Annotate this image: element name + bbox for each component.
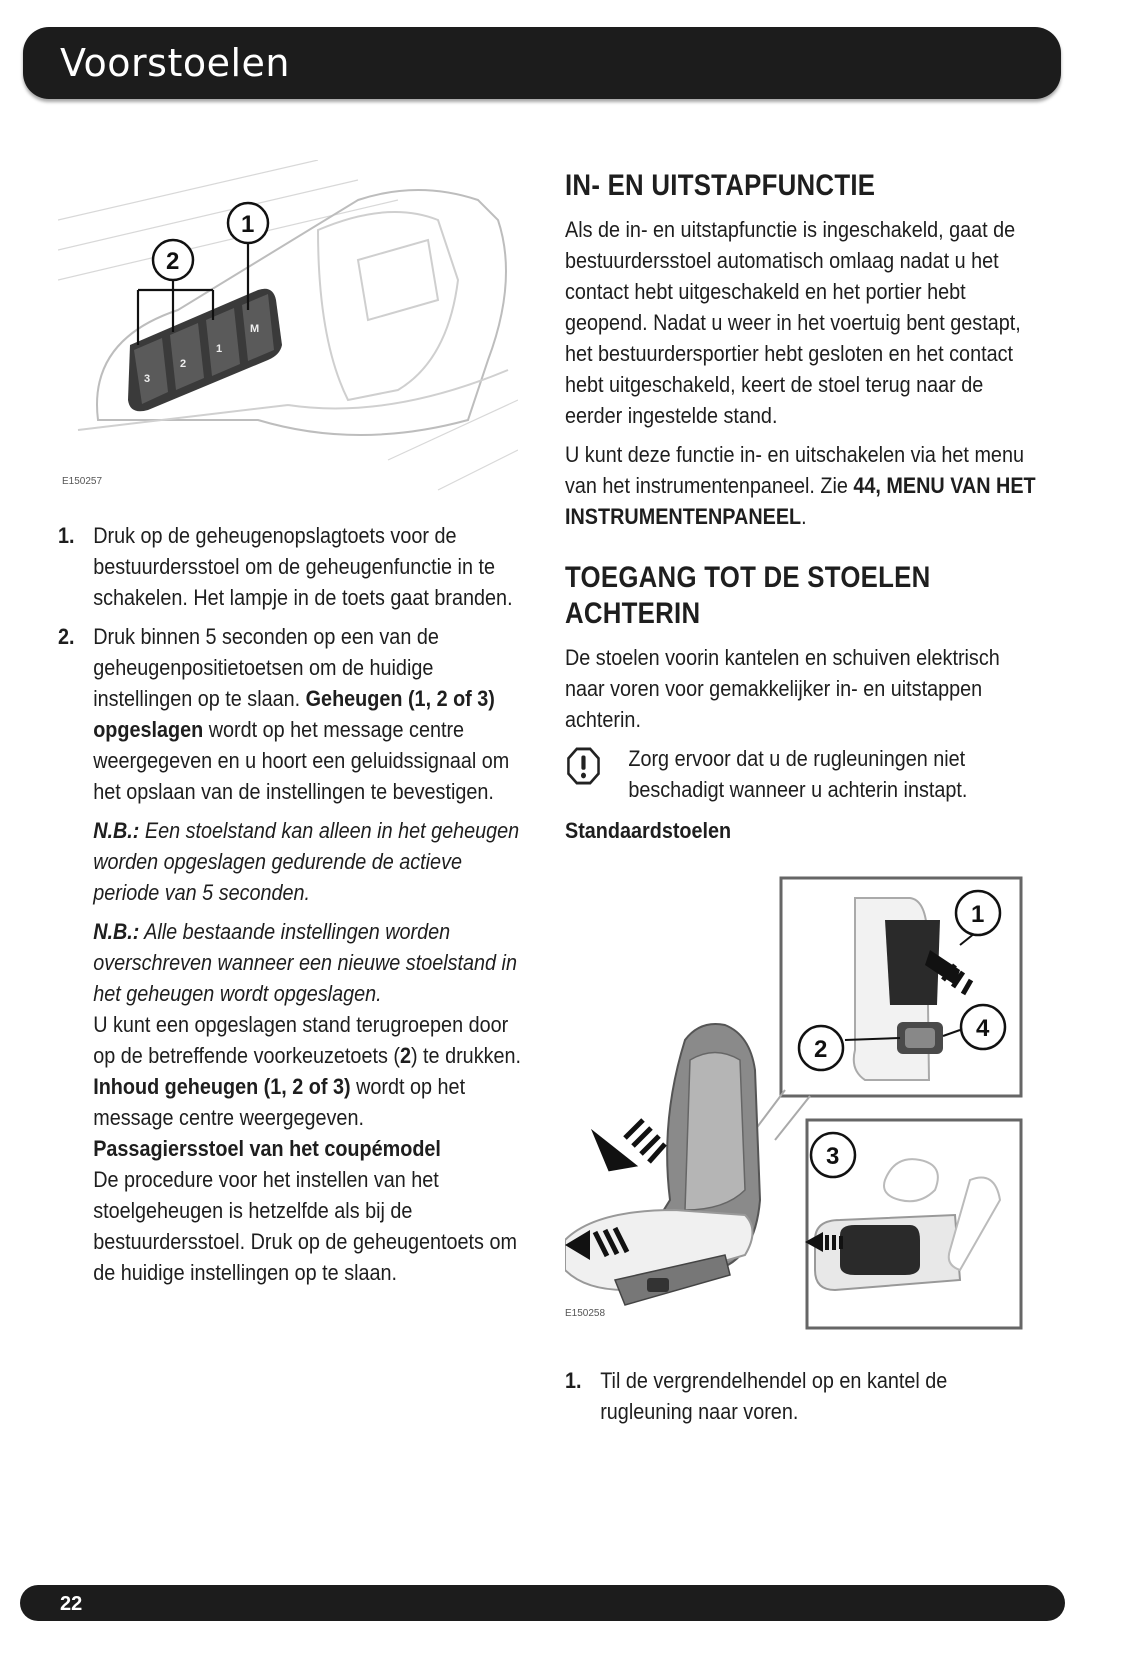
button-label-2: 2: [180, 358, 187, 370]
seat-tilt-drawing: [565, 870, 1025, 1350]
recall-bold: Inhoud geheugen (1, 2 of 3): [93, 1074, 351, 1099]
list-item: [58, 520, 524, 613]
warning-box: [565, 743, 1037, 805]
memory-buttons-illustration: [58, 160, 518, 500]
list-item: [58, 621, 524, 807]
right-steps: [565, 1365, 1035, 1435]
section-heading: TOEGANG TOT DE STOELEN ACHTERIN: [565, 561, 931, 630]
step-bold-text: Geheugen (1, 2 of 3) opgeslagen: [93, 686, 495, 742]
note: [58, 916, 524, 1009]
left-column: [58, 520, 523, 1288]
page-title: Voorstoelen: [60, 41, 291, 85]
page-footer: [20, 1585, 1065, 1621]
paragraph-text: .: [801, 504, 807, 529]
page-number: 22: [60, 1593, 83, 1615]
button-label-m: M: [250, 323, 260, 335]
callout-1: 1: [971, 901, 985, 928]
recall-text: wordt op het message centre weergegeven.: [93, 1074, 466, 1130]
warning-icon: [567, 747, 600, 785]
step-text: Druk binnen 5 seconden op een van de geheugenpositietoetsen om de huidige instellingen op te slaan.: [93, 624, 439, 711]
sub-heading: Standaardstoelen: [565, 818, 732, 843]
step-number: 1.: [565, 1368, 582, 1393]
callout-2: 2: [166, 248, 180, 275]
button-label-1: 1: [216, 343, 223, 355]
list-item: [565, 1365, 1037, 1427]
recall-text: U kunt een opgeslagen stand terugroepen door op de betreffende voorkeuzetoets (: [93, 1012, 509, 1068]
note: [58, 815, 524, 908]
step-text: wordt op het message centre weergegeven en u hoort een geluidssignaal om het opslaan van de instellingen te bevestigen.: [93, 717, 510, 804]
cross-reference: 44, MENU VAN HET INSTRUMENTENPANEEL: [565, 473, 1036, 529]
warning-text: Zorg ervoor dat u de rugleuningen niet beschadigt wanneer u achterin instapt.: [628, 746, 968, 802]
step-number: 2.: [58, 624, 75, 649]
recall-bold: 2: [399, 1043, 411, 1068]
callout-4: 4: [976, 1015, 990, 1042]
page-header: [23, 27, 1061, 99]
note-text: Alle bestaande instellingen worden overschreven wanneer een nieuwe stoelstand in het geheugen wordt opgeslagen.: [93, 919, 517, 1006]
recall-paragraph: [58, 1009, 524, 1133]
memory-steps-list: [58, 520, 524, 807]
note-text: Een stoelstand kan alleen in het geheugen worden opgeslagen gedurende de actieve periode van 5 seconden.: [93, 818, 520, 905]
callout-1: 1: [241, 211, 255, 238]
step-text: Til de vergrendelhendel op en kantel de rugleuning naar voren.: [600, 1368, 948, 1424]
callout-3: 3: [826, 1143, 840, 1170]
tilt-steps-list: [565, 1365, 1037, 1427]
passenger-paragraph: De procedure voor het instellen van het stoelgeheugen is hetzelfde als bij de bestuurdersstoel. Druk op de geheugentoets om de huidige instellingen op te slaan.: [93, 1167, 517, 1285]
figure-code: E150258: [565, 1308, 606, 1319]
paragraph: De stoelen voorin kantelen en schuiven elektrisch naar voren voor gemakkelijker in- en uitstappen achterin.: [565, 645, 1000, 732]
callout-2: 2: [814, 1036, 828, 1063]
memory-buttons-drawing: [58, 160, 518, 500]
paragraph-text: U kunt deze functie in- en uitschakelen via het menu van het instrumentenpaneel. Zie: [565, 442, 1024, 498]
paragraph: [565, 439, 1037, 532]
button-label-3: 3: [144, 373, 151, 385]
recall-text: ) te drukken.: [410, 1043, 522, 1068]
passenger-heading: Passagiersstoel van het coupémodel: [93, 1136, 441, 1161]
note-label: N.B.:: [93, 919, 140, 944]
seat-tilt-illustration: [565, 870, 1025, 1350]
section-heading: IN- EN UITSTAPFUNCTIE: [565, 169, 876, 202]
figure-code: E150257: [62, 476, 103, 487]
right-column: [565, 168, 1035, 854]
step-text: Druk op de geheugenopslagtoets voor de bestuurdersstoel om de geheugenfunctie in te schakelen. Het lampje in de toets gaat branden.: [93, 523, 513, 610]
step-number: 1.: [58, 523, 75, 548]
note-label: N.B.:: [93, 818, 140, 843]
paragraph: Als de in- en uitstapfunctie is ingeschakeld, gaat de bestuurdersstoel automatisch omlaag nadat u het contact hebt uitgeschakeld en het portier hebt geopend. Nadat u weer in het voertuig bent gestapt, het bestuurdersportier hebt gesloten en het contact hebt uitgeschakeld, keert de stoel terug naar de eerder ingestelde stand.: [565, 217, 1021, 428]
